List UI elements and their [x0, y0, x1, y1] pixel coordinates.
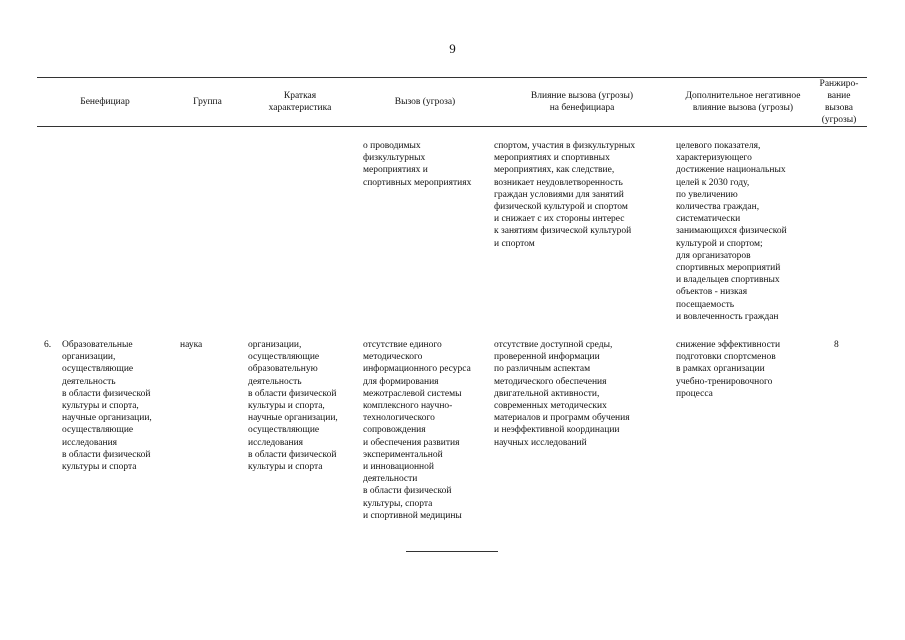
- row-brief-cell: организации, осуществляющие образовательную деятельность в области физической культуры и спорта, научные организации, осуществляющие исследования в области физической культуры и спорта: [248, 340, 338, 473]
- header-challenge: Вызов (угроза): [394, 97, 456, 107]
- header-impact: Влияние вызова (угрозы) на бенефициара: [530, 91, 634, 113]
- row-challenge-cell: отсутствие единого методического информационного ресурса для формирования межотраслевой системы комплексного научно- технологического сопровождения и обеспечения развития экспериментальной и инновационной деятельности в области физической культуры, спорта и спортивной медицины: [363, 340, 471, 521]
- row-beneficiary-cell: Образовательные организации, осуществляющие деятельность в области физической культуры и спорта, научные организации, осуществляющие исследования в области физической культуры и спорта: [62, 340, 152, 473]
- page-number: 9: [449, 41, 456, 56]
- table-top-rule: [37, 77, 867, 78]
- row-number: 6.: [44, 340, 52, 350]
- header-beneficiary: Бенефициар: [80, 97, 130, 107]
- row-ranking-cell: 8: [834, 340, 839, 350]
- header-extra-impact: Дополнительное негативное влияние вызова (угрозы): [685, 91, 801, 113]
- continued-challenge-cell: о проводимых физкультурных мероприятиях и спортивных мероприятиях: [363, 141, 472, 188]
- footnote-separator: [406, 551, 498, 552]
- row-impact-cell: отсутствие доступной среды, проверенной информации по различным аспектам методического обеспечения двигательной активности, современных методических материалов и программ обучения и неэффективной координации научных исследований: [494, 340, 630, 448]
- header-group: Группа: [193, 97, 222, 107]
- row-extra-impact-cell: снижение эффективности подготовки спортсменов в рамках организации учебно-тренировочного процесса: [676, 340, 781, 399]
- header-bottom-rule: [37, 126, 867, 127]
- header-ranking: Ранжиро- вание вызова (угрозы): [819, 79, 859, 125]
- row-group-cell: наука: [180, 340, 203, 350]
- continued-impact-cell: спортом, участия в физкультурных мероприятиях и спортивных мероприятиях, как следствие, возникает неудовлетворенность граждан условиями для занятий физической культурой и спортом и снижает с их стороны интерес к занятиям физической культурой и спортом: [494, 141, 636, 249]
- continued-extra-impact-cell: целевого показателя, характеризующего достижение национальных целей к 2030 году, по увеличению количества граждан, систематически занимающихся физической культурой и спортом; для организаторов спортивных мероприятий и владельцев спортивных объектов - низкая посещаемость и вовлеченность граждан: [676, 141, 787, 322]
- header-brief: Краткая характеристика: [268, 91, 332, 113]
